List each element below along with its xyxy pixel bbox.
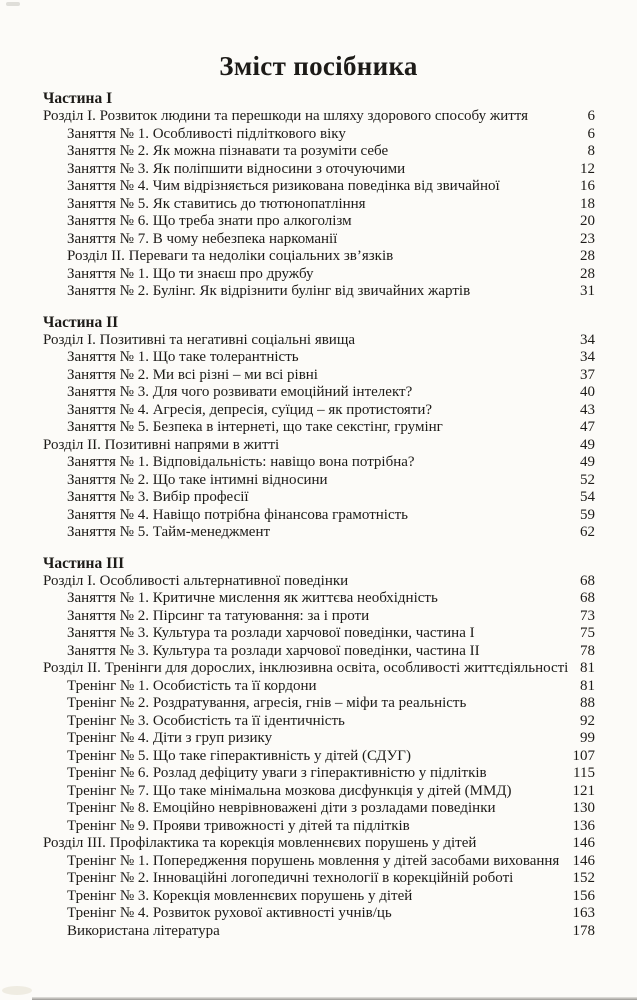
toc-entry	[43, 161, 595, 179]
toc-entry-text: Тренінг № 3. Особистість та її ідентичність	[67, 712, 345, 729]
toc-entry	[43, 695, 595, 713]
toc-entry-page: 88	[580, 695, 595, 711]
toc-entry-page: 146	[572, 852, 595, 869]
toc-entry-text: Заняття № 4. Навіщо потрібна фінансова грамотність	[67, 506, 409, 523]
toc-entry	[43, 108, 595, 126]
toc-entry-page: 6	[587, 125, 595, 142]
toc-entry-text: Заняття № 4. Агресія, депресія, суїцид – як протистояти?	[67, 401, 433, 418]
toc-entry-text: Тренінг № 2. Інноваційні логопедичні технології в корекційній роботі	[67, 870, 514, 886]
toc-entry	[43, 472, 595, 490]
toc-entry	[43, 349, 595, 367]
toc-entry-text: Заняття № 5. Тайм-менеджмент	[67, 524, 271, 540]
table-of-contents	[43, 90, 595, 940]
toc-entry-page: 43	[580, 401, 595, 418]
toc-entry-text: Розділ I. Позитивні та негативні соціальні явища	[43, 331, 356, 348]
toc-entry-page: 37	[580, 366, 595, 383]
toc-entry-text: Тренінг № 4. Розвиток рухової активності учнів/ць	[67, 905, 392, 921]
toc-entry-text: Розділ II. Позитивні напрями в житті	[43, 436, 280, 453]
toc-entry-page: 8	[587, 143, 595, 159]
toc-entry-page: 130	[572, 800, 595, 816]
toc-entry	[43, 283, 595, 301]
toc-entry-page: 81	[580, 677, 595, 694]
toc-entry-text: Розділ I. Розвиток людини та перешкоди на шляху здорового способу життя	[43, 108, 529, 124]
toc-entry	[43, 748, 595, 766]
toc-entry	[43, 384, 595, 402]
toc-entry-page: 121	[572, 782, 595, 799]
toc-entry-page: 12	[580, 160, 595, 177]
toc-entry	[43, 660, 595, 678]
toc-entry	[43, 196, 595, 214]
toc-entry	[43, 625, 595, 643]
toc-entry	[43, 143, 595, 161]
toc-entry-page: 62	[580, 524, 595, 540]
toc-entry-text: Заняття № 4. Чим відрізняється ризикована поведінка від звичайної	[67, 178, 500, 194]
toc-entry-text: Використана література	[67, 922, 220, 939]
toc-entry-page: 34	[580, 331, 595, 348]
scan-artifact-bottom-left	[2, 986, 32, 995]
toc-entry-text: Заняття № 6. Що треба знати про алкоголізм	[67, 213, 352, 229]
toc-entry-text: Тренінг № 4. Діти з груп ризику	[67, 730, 273, 746]
toc-entry-text: Розділ II. Тренінги для дорослих, інклюзивна освіта, особливості життєдіяльності	[43, 660, 569, 676]
toc-entry-text: Заняття № 7. В чому небезпека наркоманії	[67, 230, 338, 247]
toc-entry-text: Заняття № 2. Як можна пізнавати та розуміти себе	[67, 143, 389, 159]
toc-entry	[43, 818, 595, 836]
toc-entry	[43, 765, 595, 783]
toc-entry-text: Заняття № 1. Особливості підліткового віку	[67, 125, 346, 142]
toc-entry-page: 16	[580, 178, 595, 194]
toc-entry-page: 49	[580, 454, 595, 470]
toc-entry-page: 23	[580, 230, 595, 247]
toc-entry-page: 75	[580, 625, 595, 641]
toc-entry-text: Заняття № 2. Булінг. Як відрізнити булінг від звичайних жартів	[67, 283, 471, 299]
toc-entry-text: Заняття № 5. Як ставитись до тютюнопатління	[67, 195, 366, 212]
toc-entry-text: Тренінг № 8. Емоційно неврівноважені діти з розладами поведінки	[67, 800, 496, 816]
toc-entry-text: Тренінг № 5. Що таке гіперактивність у дітей (СДУГ)	[67, 747, 411, 764]
toc-entry	[43, 419, 595, 437]
toc-entry	[43, 800, 595, 818]
toc-entry-page: 163	[572, 905, 595, 921]
toc-entry-page: 59	[580, 506, 595, 523]
toc-entry	[43, 888, 595, 906]
toc-entry-page: 156	[572, 887, 595, 904]
toc-entry	[43, 437, 595, 455]
toc-entry	[43, 835, 595, 853]
toc-entry	[43, 524, 595, 542]
toc-entry-page: 92	[580, 712, 595, 729]
toc-entry-page: 40	[580, 384, 595, 400]
toc-entry-page: 49	[580, 436, 595, 453]
toc-entry-page: 178	[572, 922, 595, 939]
toc-entry	[43, 507, 595, 525]
toc-entry-text: Заняття № 3. Як поліпшити відносини з оточуючими	[67, 160, 406, 177]
toc-entry-page: 99	[580, 730, 595, 746]
toc-entry-page: 68	[580, 572, 595, 589]
toc-entry-text: Тренінг № 1. Особистість та її кордони	[67, 677, 317, 694]
toc-entry-text: Тренінг № 2. Роздратування, агресія, гнів – міфи та реальність	[67, 695, 467, 711]
toc-entry-text: Заняття № 1. Критичне мислення як життєва необхідність	[67, 590, 438, 606]
toc-entry	[43, 573, 595, 591]
toc-entry-text: Тренінг № 7. Що таке мінімальна мозкова дисфункція у дітей (ММД)	[67, 782, 512, 799]
toc-entry-page: 52	[580, 471, 595, 488]
page-title: Зміст посібника	[219, 51, 418, 81]
toc-entry-page: 146	[572, 835, 595, 851]
part-heading: Частина I	[43, 90, 113, 107]
toc-entry-text: Тренінг № 1. Попередження порушень мовлення у дітей засобами виховання	[67, 852, 560, 869]
toc-entry-text: Заняття № 5. Безпека в інтернеті, що таке секстінг, грумінг	[67, 419, 443, 435]
toc-entry-text: Розділ I. Особливості альтернативної поведінки	[43, 572, 349, 589]
toc-entry	[43, 402, 595, 420]
toc-entry-text: Заняття № 3. Культура та розлади харчової поведінки, частина II	[67, 642, 480, 659]
toc-entry	[43, 332, 595, 350]
toc-entry-page: 20	[580, 213, 595, 229]
scan-artifact-top-left	[6, 2, 20, 6]
toc-entry-page: 6	[587, 108, 595, 124]
toc-entry-page: 31	[580, 283, 595, 299]
toc-entry	[43, 126, 595, 144]
toc-entry-page: 81	[580, 660, 595, 676]
toc-entry-page: 78	[580, 642, 595, 659]
toc-entry-page: 152	[572, 870, 595, 886]
toc-entry	[43, 454, 595, 472]
toc-entry	[43, 923, 595, 941]
toc-entry	[43, 853, 595, 871]
toc-entry-page: 34	[580, 349, 595, 365]
toc-entry	[43, 590, 595, 608]
toc-entry	[43, 905, 595, 923]
toc-entry	[43, 730, 595, 748]
toc-entry-text: Тренінг № 3. Корекція мовленнєвих порушень у дітей	[67, 887, 413, 904]
toc-entry	[43, 367, 595, 385]
toc-entry-page: 28	[580, 248, 595, 264]
toc-entry-text: Заняття № 1. Що таке толерантність	[67, 349, 299, 365]
toc-entry-page: 54	[580, 489, 595, 505]
toc-entry	[43, 713, 595, 731]
toc-entry-text: Заняття № 2. Ми всі різні – ми всі рівні	[67, 366, 318, 383]
toc-entry-text: Заняття № 1. Відповідальність: навіщо вона потрібна?	[67, 454, 415, 470]
toc-entry-text: Заняття № 1. Що ти знаєш про дружбу	[67, 265, 314, 282]
toc-entry	[43, 608, 595, 626]
toc-entry	[43, 213, 595, 231]
toc-entry	[43, 266, 595, 284]
toc-entry-page: 68	[580, 590, 595, 606]
part-heading: Частина II	[43, 313, 119, 331]
toc-entry	[43, 178, 595, 196]
toc-entry-text: Тренінг № 6. Розлад дефіциту уваги з гіперактивністю у підлітків	[67, 765, 487, 781]
toc-entry-page: 115	[573, 765, 595, 781]
toc-entry-text: Заняття № 2. Пірсинг та татуювання: за і проти	[67, 607, 370, 624]
toc-entry	[43, 489, 595, 507]
toc-entry-text: Заняття № 3. Вибір професії	[67, 489, 249, 505]
toc-entry-page: 136	[572, 817, 595, 834]
toc-entry-text: Заняття № 2. Що таке інтимні відносини	[67, 471, 328, 488]
toc-entry	[43, 870, 595, 888]
toc-entry-page: 107	[572, 747, 595, 764]
part-heading: Частина III	[43, 554, 125, 572]
toc-entry-text: Тренінг № 9. Прояви тривожності у дітей та підлітків	[67, 817, 410, 834]
toc-entry-text: Розділ III. Профілактика та корекція мовленнєвих порушень у дітей	[43, 835, 477, 851]
toc-entry-page: 28	[580, 265, 595, 282]
toc-entry	[43, 231, 595, 249]
toc-entry-text: Заняття № 3. Для чого розвивати емоційний інтелект?	[67, 384, 413, 400]
toc-entry-page: 18	[580, 195, 595, 212]
toc-entry	[43, 678, 595, 696]
toc-entry-text: Заняття № 3. Культура та розлади харчової поведінки, частина I	[67, 625, 475, 641]
toc-entry-page: 47	[580, 419, 595, 435]
toc-entry	[43, 248, 595, 266]
toc-entry-text: Розділ II. Переваги та недоліки соціальних зв’язків	[67, 248, 394, 264]
toc-entry-page: 73	[580, 607, 595, 624]
toc-entry	[43, 643, 595, 661]
toc-entry	[43, 783, 595, 801]
